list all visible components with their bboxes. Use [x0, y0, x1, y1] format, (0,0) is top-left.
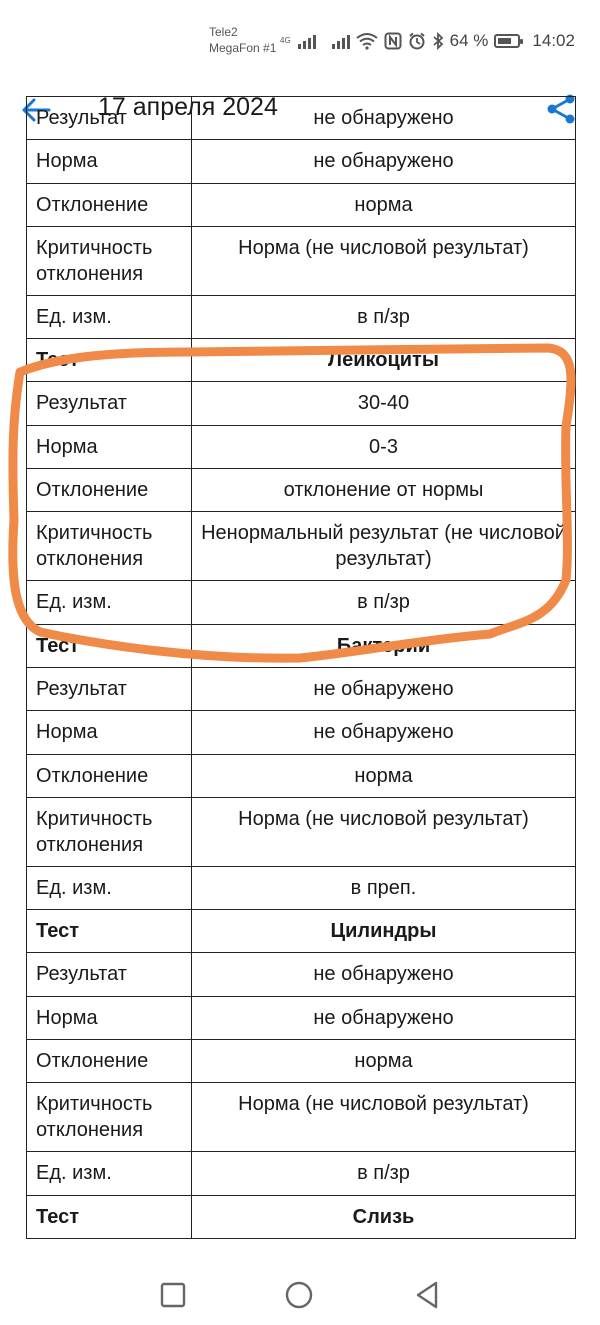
row-key: Критичность отклонения — [27, 1083, 192, 1152]
test-header-row — [27, 339, 576, 382]
row-key: Критичность отклонения — [27, 797, 192, 866]
table-row — [27, 97, 576, 140]
row-key: Результат — [27, 97, 192, 140]
nfc-icon — [384, 32, 402, 50]
system-nav-bar — [0, 1262, 600, 1325]
row-value: норма — [192, 1040, 576, 1083]
home-button[interactable] — [284, 1280, 314, 1310]
signal-1-icon — [298, 33, 316, 49]
table-row — [27, 797, 576, 866]
table-row — [27, 667, 576, 710]
test-header-row — [27, 624, 576, 667]
test-header-row — [27, 910, 576, 953]
status-bar — [0, 0, 600, 80]
row-value: не обнаружено — [192, 667, 576, 710]
back-button[interactable] — [412, 1280, 442, 1310]
table-row — [27, 140, 576, 183]
row-value: Норма (не числовой результат) — [192, 797, 576, 866]
row-key: Результат — [27, 382, 192, 425]
table-row — [27, 996, 576, 1039]
row-key: Критичность отклонения — [27, 512, 192, 581]
table-row — [27, 469, 576, 512]
row-key: Ед. изм. — [27, 1152, 192, 1195]
row-key: Ед. изм. — [27, 866, 192, 909]
table-row — [27, 295, 576, 338]
wifi-icon — [356, 32, 378, 50]
row-key: Норма — [27, 140, 192, 183]
table-row — [27, 953, 576, 996]
row-value: Норма (не числовой результат) — [192, 1083, 576, 1152]
signal-2-icon — [332, 33, 350, 49]
row-key: Отклонение — [27, 469, 192, 512]
row-value: Ненормальный результат (не числовой результат) — [192, 512, 576, 581]
table-row — [27, 866, 576, 909]
table-row — [27, 425, 576, 468]
bluetooth-icon — [432, 32, 444, 50]
row-value: 0-3 — [192, 425, 576, 468]
row-key: Ед. изм. — [27, 581, 192, 624]
row-value: не обнаружено — [192, 140, 576, 183]
row-value: в п/зр — [192, 1152, 576, 1195]
row-value: Норма (не числовой результат) — [192, 226, 576, 295]
row-key: Норма — [27, 425, 192, 468]
row-value: не обнаружено — [192, 711, 576, 754]
table-row — [27, 1152, 576, 1195]
row-key: Тест — [27, 1195, 192, 1238]
page-title: 17 апреля 2024 — [98, 93, 278, 121]
table-row — [27, 226, 576, 295]
table-row — [27, 183, 576, 226]
row-key: Результат — [27, 953, 192, 996]
row-key: Критичность отклонения — [27, 226, 192, 295]
battery-percent: 64 % — [449, 31, 489, 50]
table-row — [27, 1083, 576, 1152]
row-value: не обнаружено — [192, 996, 576, 1039]
test-header-row — [27, 1195, 576, 1238]
row-value: в п/зр — [192, 581, 576, 624]
carrier-names — [209, 24, 276, 56]
alarm-icon — [408, 32, 426, 50]
row-key: Норма — [27, 996, 192, 1039]
row-key: Тест — [27, 624, 192, 667]
network-type: 4G — [280, 36, 291, 45]
row-value: Цилиндры — [192, 910, 576, 953]
row-value: в п/зр — [192, 295, 576, 338]
row-key: Тест — [27, 339, 192, 382]
row-value: Лейкоциты — [192, 339, 576, 382]
row-value: норма — [192, 754, 576, 797]
row-key: Результат — [27, 667, 192, 710]
results-table — [26, 96, 576, 1239]
row-key: Тест — [27, 910, 192, 953]
row-value: Слизь — [192, 1195, 576, 1238]
row-key: Норма — [27, 711, 192, 754]
clock: 14:02 — [532, 31, 575, 50]
table-row — [27, 754, 576, 797]
table-row — [27, 581, 576, 624]
row-value: норма — [192, 183, 576, 226]
carrier-2: MegaFon #1 — [209, 41, 277, 55]
row-key: Отклонение — [27, 1040, 192, 1083]
table-row — [27, 711, 576, 754]
row-key: Отклонение — [27, 183, 192, 226]
table-row — [27, 382, 576, 425]
battery-icon — [494, 34, 520, 48]
table-row — [27, 1040, 576, 1083]
row-key: Отклонение — [27, 754, 192, 797]
recents-button[interactable] — [158, 1280, 188, 1310]
row-value: отклонение от нормы — [192, 469, 576, 512]
row-value: в преп. — [192, 866, 576, 909]
table-row — [27, 512, 576, 581]
carrier-1: Tele2 — [209, 25, 238, 39]
row-value: Бактерии — [192, 624, 576, 667]
row-key: Ед. изм. — [27, 295, 192, 338]
status-icons — [280, 30, 575, 52]
row-value: не обнаружено — [192, 97, 576, 140]
row-value: не обнаружено — [192, 953, 576, 996]
row-value: 30-40 — [192, 382, 576, 425]
